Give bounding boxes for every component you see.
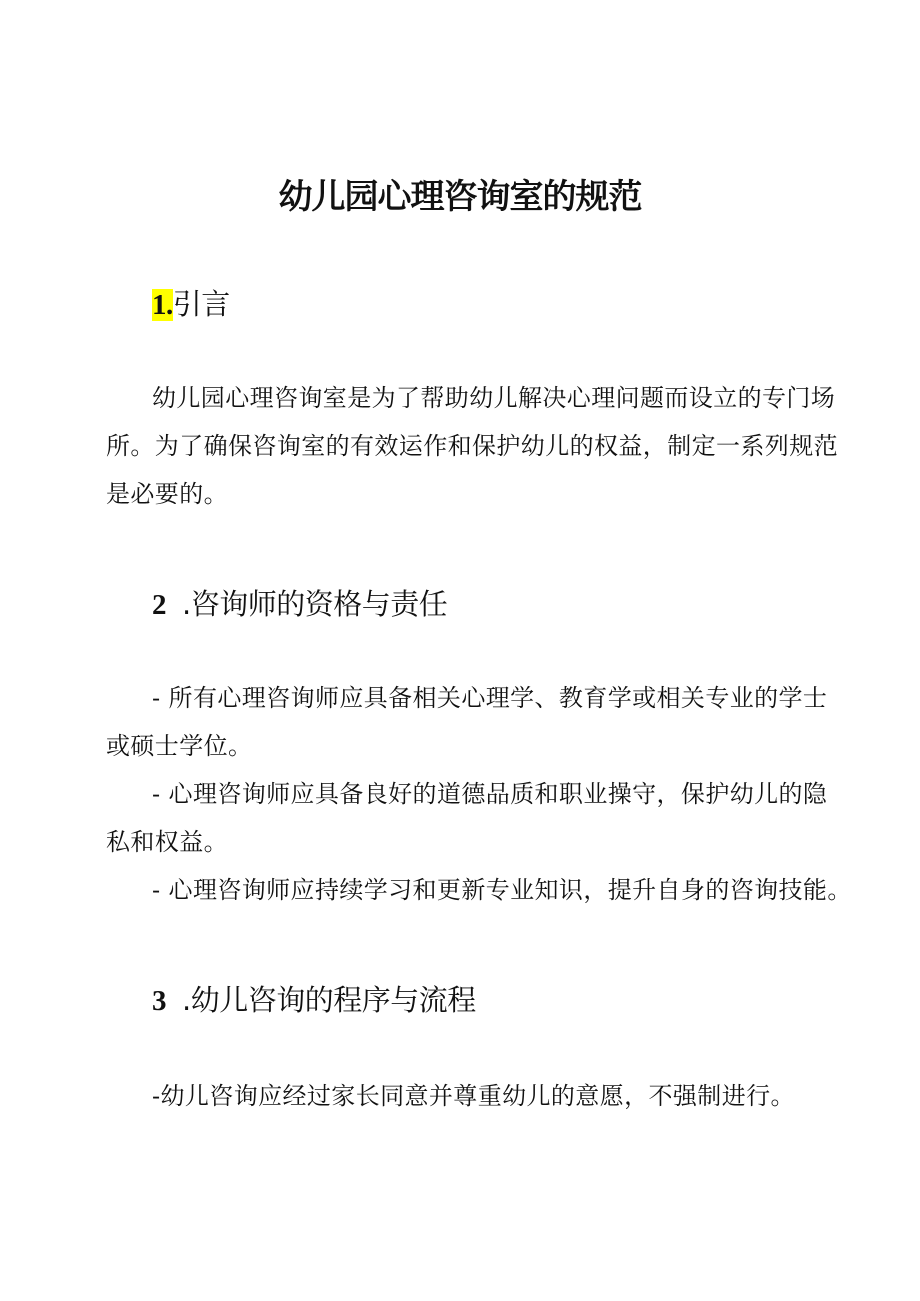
section-2-heading bbox=[152, 584, 447, 625]
section-1-title: 引言 bbox=[172, 287, 230, 321]
section-2-line-5: - 心理咨询师应持续学习和更新专业知识，提升自身的咨询技能。 bbox=[152, 876, 852, 904]
section-1-number: 1. bbox=[152, 289, 173, 321]
section-3-number: 3 bbox=[152, 985, 166, 1017]
section-2-line-2: 或硕士学位。 bbox=[106, 732, 253, 760]
section-3-heading bbox=[152, 980, 476, 1021]
section-3-line-1: -幼儿咨询应经过家长同意并尊重幼儿的意愿，不强制进行。 bbox=[152, 1082, 795, 1110]
section-2-title: .咨询师的资格与责任 bbox=[182, 587, 448, 621]
document-title: 幼儿园心理咨询室的规范 bbox=[278, 177, 642, 217]
section-1-heading bbox=[152, 284, 230, 325]
section-2-number: 2 bbox=[152, 589, 166, 621]
section-2-line-3: - 心理咨询师应具备良好的道德品质和职业操守，保护幼儿的隐 bbox=[152, 780, 828, 808]
section-1-line-2: 所。为了确保咨询室的有效运作和保护幼儿的权益，制定一系列规范 bbox=[106, 432, 838, 460]
section-1-line-1: 幼儿园心理咨询室是为了帮助幼儿解决心理问题而设立的专门场 bbox=[152, 384, 836, 412]
section-2-line-1: - 所有心理咨询师应具备相关心理学、教育学或相关专业的学士 bbox=[152, 684, 828, 712]
section-2-line-4: 私和权益。 bbox=[106, 828, 228, 856]
section-3-title: .幼儿咨询的程序与流程 bbox=[182, 983, 476, 1017]
section-1-line-3: 是必要的。 bbox=[106, 480, 228, 508]
